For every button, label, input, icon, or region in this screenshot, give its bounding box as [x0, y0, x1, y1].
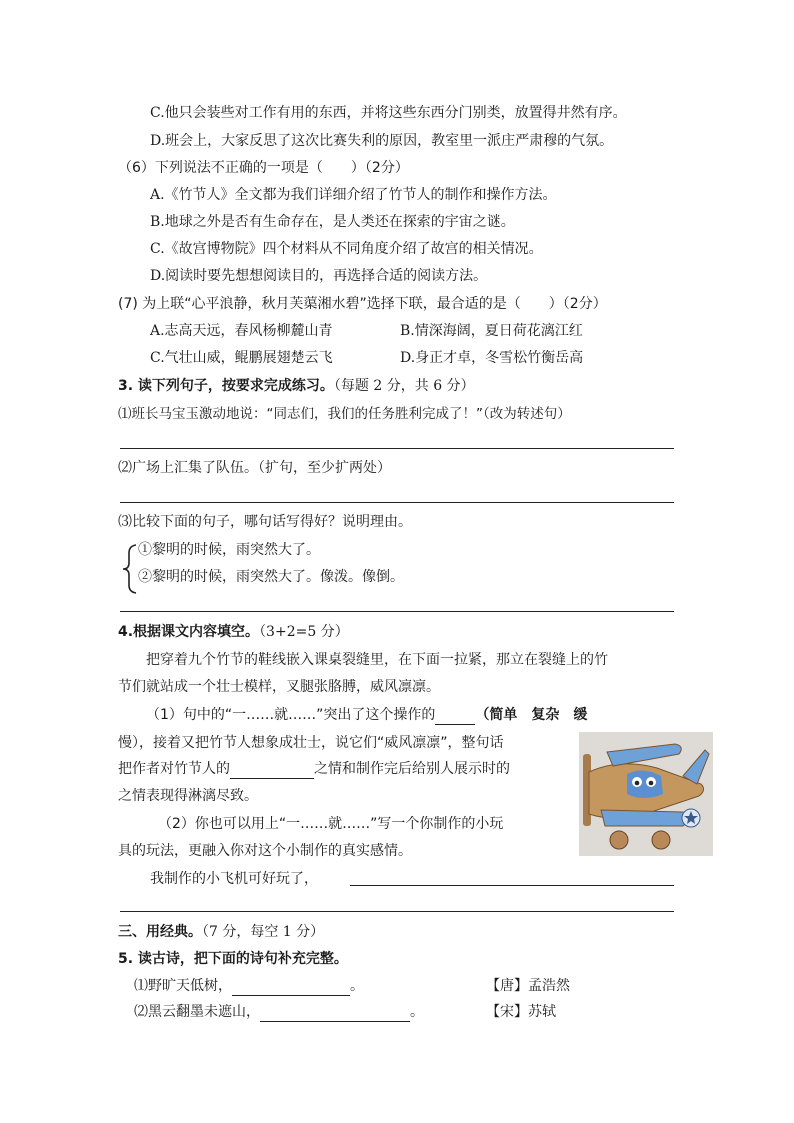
- answer-line-3[interactable]: [120, 611, 674, 612]
- option-d-text: D.班会上，大家反思了这次比赛失利的原因，教室里一派庄严肃穆的气氛。: [150, 133, 614, 149]
- q4-2-line-2: 具的玩法，更融入你对这个小制作的真实感情。: [118, 843, 412, 859]
- poem-1-source: 【唐】孟浩然: [486, 978, 570, 994]
- passage-line-2: 节们就站成一个壮士模样，叉腿张胳膊，威风凛凛。: [118, 679, 440, 695]
- q6-option-b: B.地球之外是否有生命存在，是人类还在探索的宇宙之谜。: [150, 214, 515, 230]
- q4-2-line-1: （2）你也可以用上“一……就……”写一个你制作的小玩: [158, 816, 504, 832]
- q6-option-a: A.《竹节人》全文都为我们详细介绍了竹节人的制作和操作方法。: [150, 187, 557, 203]
- question-6-stem: （6）下列说法不正确的一项是（ ）（2分）: [118, 160, 409, 176]
- answer-line-1[interactable]: [120, 448, 674, 449]
- q4-1-line-1: [146, 705, 587, 725]
- sentence-3-prompt: ⑶比较下面的句子，哪句话写得好？说明理由。: [118, 514, 412, 530]
- sentence-3-option-1: ①黎明的时候，雨突然大了。: [138, 542, 320, 558]
- q4-1-line-4: 之情表现得淋漓尽致。: [118, 788, 258, 804]
- section-4-heading: [118, 622, 349, 642]
- question-7-stem: (7) 为上联“心平浪静，秋月芙蕖湘水碧”选择下联，最合适的是（ ）（2分）: [118, 296, 607, 312]
- sentence-3-option-2: ②黎明的时候，雨突然大了。像泼。像倒。: [138, 569, 404, 585]
- blank-feeling-1[interactable]: [230, 762, 314, 779]
- brace-icon: [122, 544, 138, 594]
- poem-1-text: ⑴野旷天低树，: [134, 978, 232, 994]
- blank-operation[interactable]: [435, 708, 475, 725]
- q4-1-line-2: 慢），接着又把竹节人想象成壮士，说它们“威风凛凛”，整句话: [118, 735, 504, 751]
- q4-1-text-a: 把作者对竹节人的: [118, 761, 230, 777]
- part-3-score: （7 分，每空 1 分）: [202, 924, 325, 940]
- poem-1-end: 。: [350, 978, 364, 994]
- section-4-score: （3+2=5 分）: [259, 624, 349, 640]
- answer-line-4b[interactable]: [120, 911, 674, 912]
- airplane-illustration: [579, 732, 713, 856]
- section-3-heading: [118, 376, 475, 396]
- sentence-2-prompt: ⑵广场上汇集了队伍。（扩句，至少扩两处）: [118, 460, 391, 476]
- poem-2-source: 【宋】苏轼: [486, 1004, 556, 1020]
- answer-line-2[interactable]: [120, 502, 674, 503]
- q6-option-c: C.《故宫博物院》四个材料从不同角度介绍了故宫的相关情况。: [150, 241, 543, 257]
- section-4-title: 4.根据课文内容填空。: [118, 624, 260, 640]
- q7-option-c: C.气壮山威，鲲鹏展翅楚云飞: [150, 350, 333, 366]
- sentence-1-prompt: ⑴班长马宝玉激动地说：“同志们，我们的任务胜利完成了！”（改为转述句）: [118, 406, 571, 422]
- q4-1-text: （1）句中的“一……就……”突出了这个操作的: [146, 707, 436, 723]
- answer-line-4a[interactable]: [350, 885, 674, 886]
- section-5-title: 5. 读古诗，把下面的诗句补充完整。: [118, 951, 348, 967]
- poem-2-end: 。: [410, 1004, 424, 1020]
- q7-option-a: A.志高天远，春风杨柳麓山青: [150, 323, 333, 339]
- poem-line-2: [134, 1002, 424, 1022]
- section-3-score: （每题 2 分，共 6 分）: [333, 378, 475, 394]
- q4-1-choices: （简单 复杂 缓: [475, 707, 588, 723]
- poem-line-1: [134, 976, 364, 996]
- option-c-text: C.他只会装些对工作有用的东西，并将这些东西分门别类，放置得井然有序。: [150, 105, 627, 121]
- part-3-heading: [118, 922, 324, 942]
- cardboard-airplane-photo: [579, 732, 713, 856]
- q7-option-d: D.身正才卓，冬雪松竹衡岳高: [400, 350, 584, 366]
- q4-2-line-3: 我制作的小飞机可好玩了，: [150, 871, 318, 887]
- q6-option-d: D.阅读时要先想想阅读目的，再选择合适的阅读方法。: [150, 268, 488, 284]
- poem-1-blank[interactable]: [232, 979, 350, 996]
- section-3-title: 3. 读下列句子，按要求完成练习。: [118, 378, 334, 394]
- poem-2-text: ⑵黑云翻墨未遮山，: [134, 1004, 260, 1020]
- passage-line-1: 把穿着九个竹节的鞋线嵌入课桌裂缝里，在下面一拉紧，那立在裂缝上的竹: [146, 652, 608, 668]
- q4-1-text-b: 之情和制作完后给别人展示时的: [314, 761, 510, 777]
- poem-2-blank[interactable]: [260, 1005, 410, 1022]
- q7-option-b: B.情深海阔，夏日荷花漓江红: [400, 323, 583, 339]
- q4-1-line-3: [118, 759, 510, 779]
- part-3-title: 三、用经典。: [118, 924, 202, 940]
